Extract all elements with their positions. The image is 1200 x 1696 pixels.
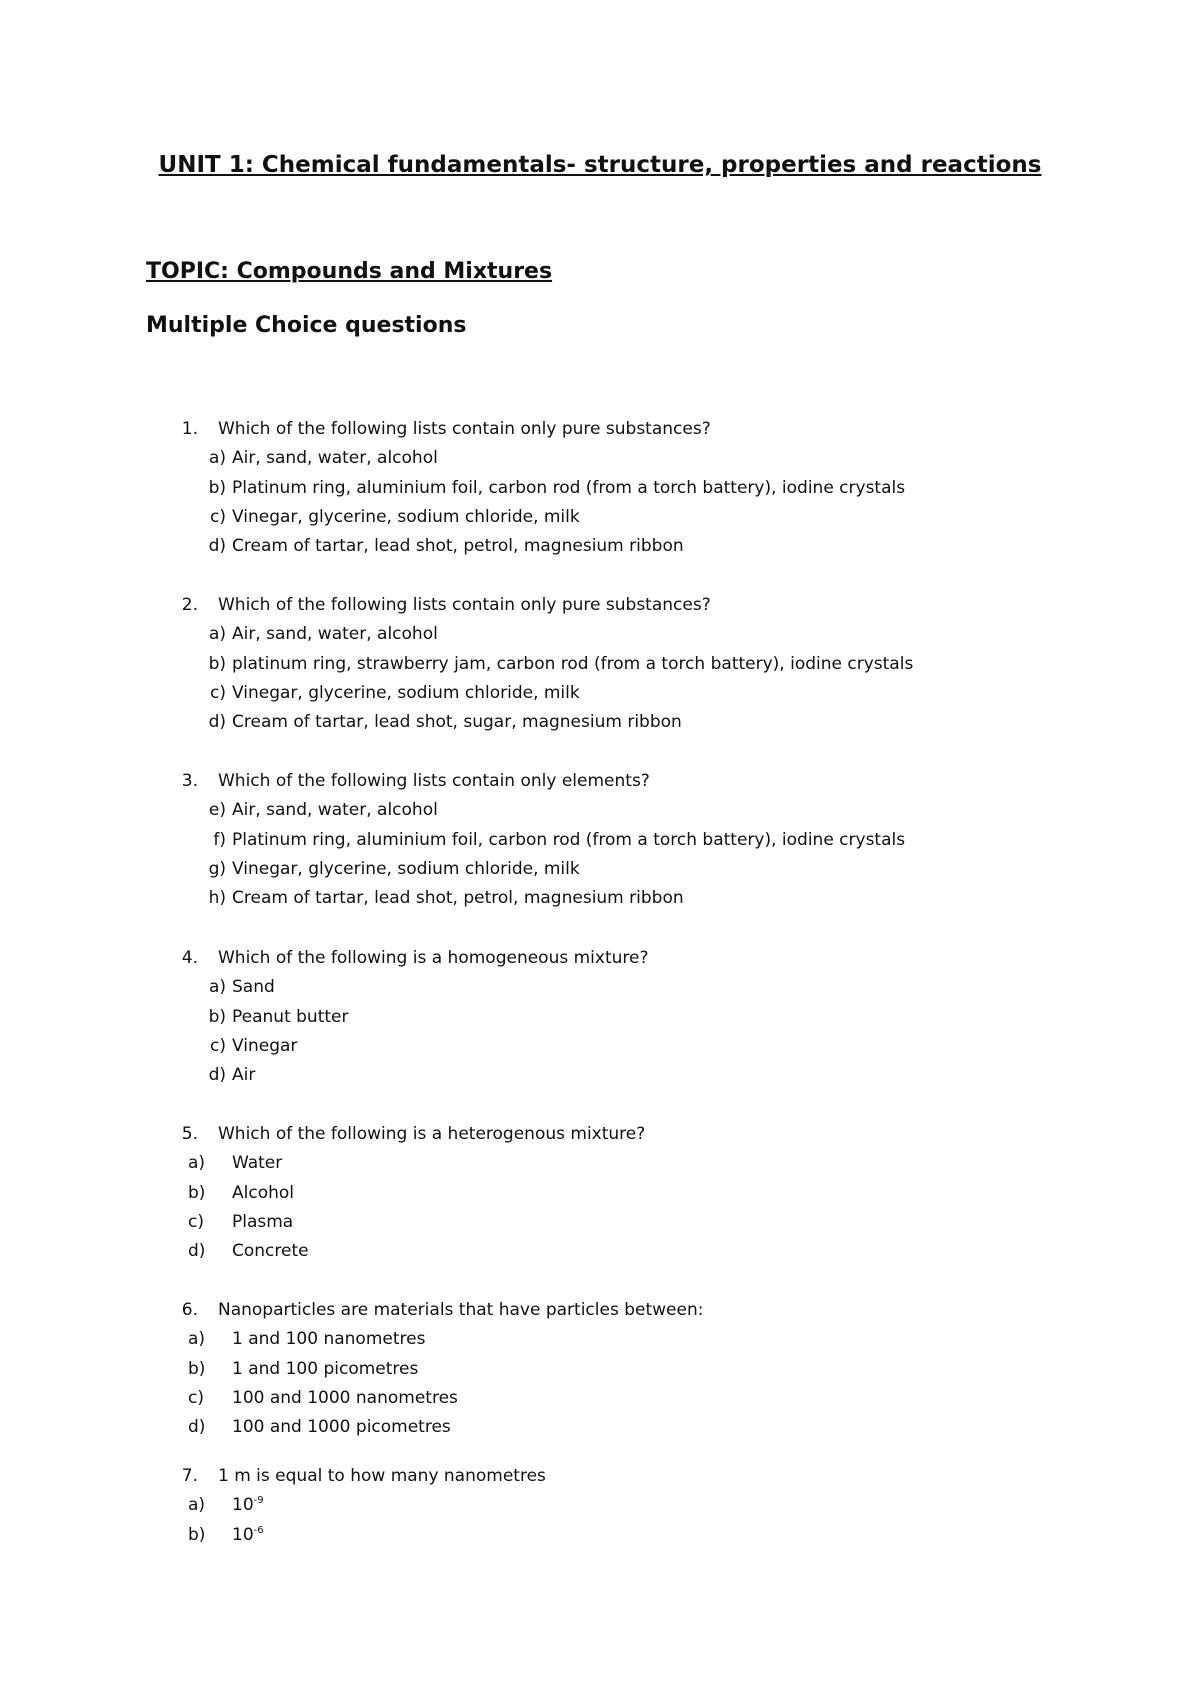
option: [146, 620, 1146, 649]
option-text: Sand: [232, 977, 275, 998]
option-text: Platinum ring, aluminium foil, carbon rod (from a torch battery), iodine crystals: [232, 829, 906, 850]
option-text: Vinegar: [232, 1035, 298, 1056]
option-label: d): [208, 712, 226, 733]
option: [146, 532, 1146, 561]
option: [146, 444, 1146, 473]
option-label: a): [208, 977, 226, 998]
option-text: Plasma: [232, 1211, 294, 1232]
option: [146, 796, 1146, 825]
question-number: 3.: [181, 771, 198, 791]
option-label: h): [208, 888, 226, 909]
topic-heading: TOPIC: Compounds and Mixtures: [146, 259, 553, 284]
option-text: Cream of tartar, lead shot, petrol, magnesium ribbon: [232, 536, 684, 557]
option-text: Water: [232, 1153, 283, 1174]
question-text: Which of the following is a homogeneous mixture?: [218, 948, 649, 968]
option-label: a): [188, 1329, 206, 1350]
option-label: a): [208, 448, 226, 469]
question-6: [146, 1296, 1146, 1442]
question-4: [146, 944, 1146, 1090]
question-text: Nanoparticles are materials that have particles between:: [218, 1300, 704, 1320]
option-label: c): [210, 506, 226, 527]
option: [146, 884, 1146, 913]
option-text: Air: [232, 1065, 256, 1086]
option: [146, 708, 1146, 737]
option-label: b): [208, 1006, 226, 1027]
question-number: 5.: [181, 1124, 198, 1144]
option: [146, 1237, 1146, 1266]
question-number: 6.: [181, 1300, 198, 1320]
option: [146, 973, 1146, 1002]
question-5: [146, 1120, 1146, 1266]
option: [146, 1355, 1146, 1384]
unit-title: UNIT 1: Chemical fundamentals- structure, properties and reactions: [158, 152, 1042, 178]
option-label: d): [188, 1241, 206, 1262]
question-number: 2.: [181, 595, 198, 615]
option-label: d): [208, 1065, 226, 1086]
exponent-base: 10: [232, 1495, 254, 1516]
option-label: a): [188, 1495, 206, 1516]
option-text: Peanut butter: [232, 1006, 349, 1027]
option-text: 1 and 100 picometres: [232, 1358, 419, 1379]
option-label: a): [188, 1153, 206, 1174]
option-text: [232, 1491, 264, 1520]
option-text: Vinegar, glycerine, sodium chloride, milk: [232, 858, 580, 879]
question-3: [146, 767, 1146, 913]
option-text: Vinegar, glycerine, sodium chloride, milk: [232, 506, 580, 527]
exponent-base: 10: [232, 1524, 254, 1545]
option-label: b): [188, 1358, 206, 1379]
option: [146, 1003, 1146, 1032]
option: [146, 1325, 1146, 1354]
option-text: 100 and 1000 nanometres: [232, 1387, 458, 1408]
option-text: Alcohol: [232, 1182, 294, 1203]
question-7: [146, 1462, 1146, 1550]
option-text: [232, 1521, 264, 1550]
option-text: Vinegar, glycerine, sodium chloride, milk: [232, 682, 580, 703]
option-text: Air, sand, water, alcohol: [232, 800, 438, 821]
option: [146, 1061, 1146, 1090]
option-text: Air, sand, water, alcohol: [232, 448, 438, 469]
exponent: -9: [253, 1495, 264, 1507]
exponent: -6: [253, 1524, 264, 1536]
option-label: b): [208, 477, 226, 498]
option-label: b): [208, 653, 226, 674]
question-text: Which of the following lists contain only pure substances?: [218, 419, 711, 439]
option-text: Cream of tartar, lead shot, petrol, magnesium ribbon: [232, 888, 684, 909]
question-text: Which of the following lists contain only elements?: [218, 771, 650, 791]
option-text: Air, sand, water, alcohol: [232, 624, 438, 645]
option: [146, 1521, 1146, 1550]
option: [146, 826, 1146, 855]
option-text: Concrete: [232, 1241, 309, 1262]
question-text: Which of the following is a heterogenous mixture?: [218, 1124, 646, 1144]
question-number: 1.: [181, 419, 198, 439]
section-heading: Multiple Choice questions: [146, 313, 467, 338]
option-label: e): [208, 800, 226, 821]
option: [146, 650, 1146, 679]
option-label: d): [208, 536, 226, 557]
question-text: 1 m is equal to how many nanometres: [218, 1466, 546, 1486]
question-number: 7.: [181, 1466, 198, 1486]
question-number: 4.: [181, 948, 198, 968]
option: [146, 1179, 1146, 1208]
option-label: c): [210, 682, 226, 703]
option-label: c): [210, 1035, 226, 1056]
option: [146, 1384, 1146, 1413]
option-text: 100 and 1000 picometres: [232, 1417, 451, 1438]
option: [146, 1208, 1146, 1237]
option: [146, 474, 1146, 503]
option-text: Platinum ring, aluminium foil, carbon rod (from a torch battery), iodine crystals: [232, 477, 906, 498]
option-label: d): [188, 1417, 206, 1438]
option-text: Cream of tartar, lead shot, sugar, magnesium ribbon: [232, 712, 682, 733]
option-text: platinum ring, strawberry jam, carbon rod (from a torch battery), iodine crystals: [232, 653, 914, 674]
option: [146, 855, 1146, 884]
option-label: b): [188, 1524, 206, 1545]
question-text: Which of the following lists contain only pure substances?: [218, 595, 711, 615]
question-1: [146, 415, 1146, 561]
option: [146, 1032, 1146, 1061]
option: [146, 679, 1146, 708]
option: [146, 1413, 1146, 1442]
option-label: c): [188, 1387, 204, 1408]
option: [146, 503, 1146, 532]
option: [146, 1491, 1146, 1520]
option-label: g): [208, 858, 226, 879]
option-text: 1 and 100 nanometres: [232, 1329, 426, 1350]
option-label: b): [188, 1182, 206, 1203]
option: [146, 1149, 1146, 1178]
question-2: [146, 591, 1146, 737]
option-label: c): [188, 1211, 204, 1232]
option-label: a): [208, 624, 226, 645]
option-label: f): [213, 829, 226, 850]
